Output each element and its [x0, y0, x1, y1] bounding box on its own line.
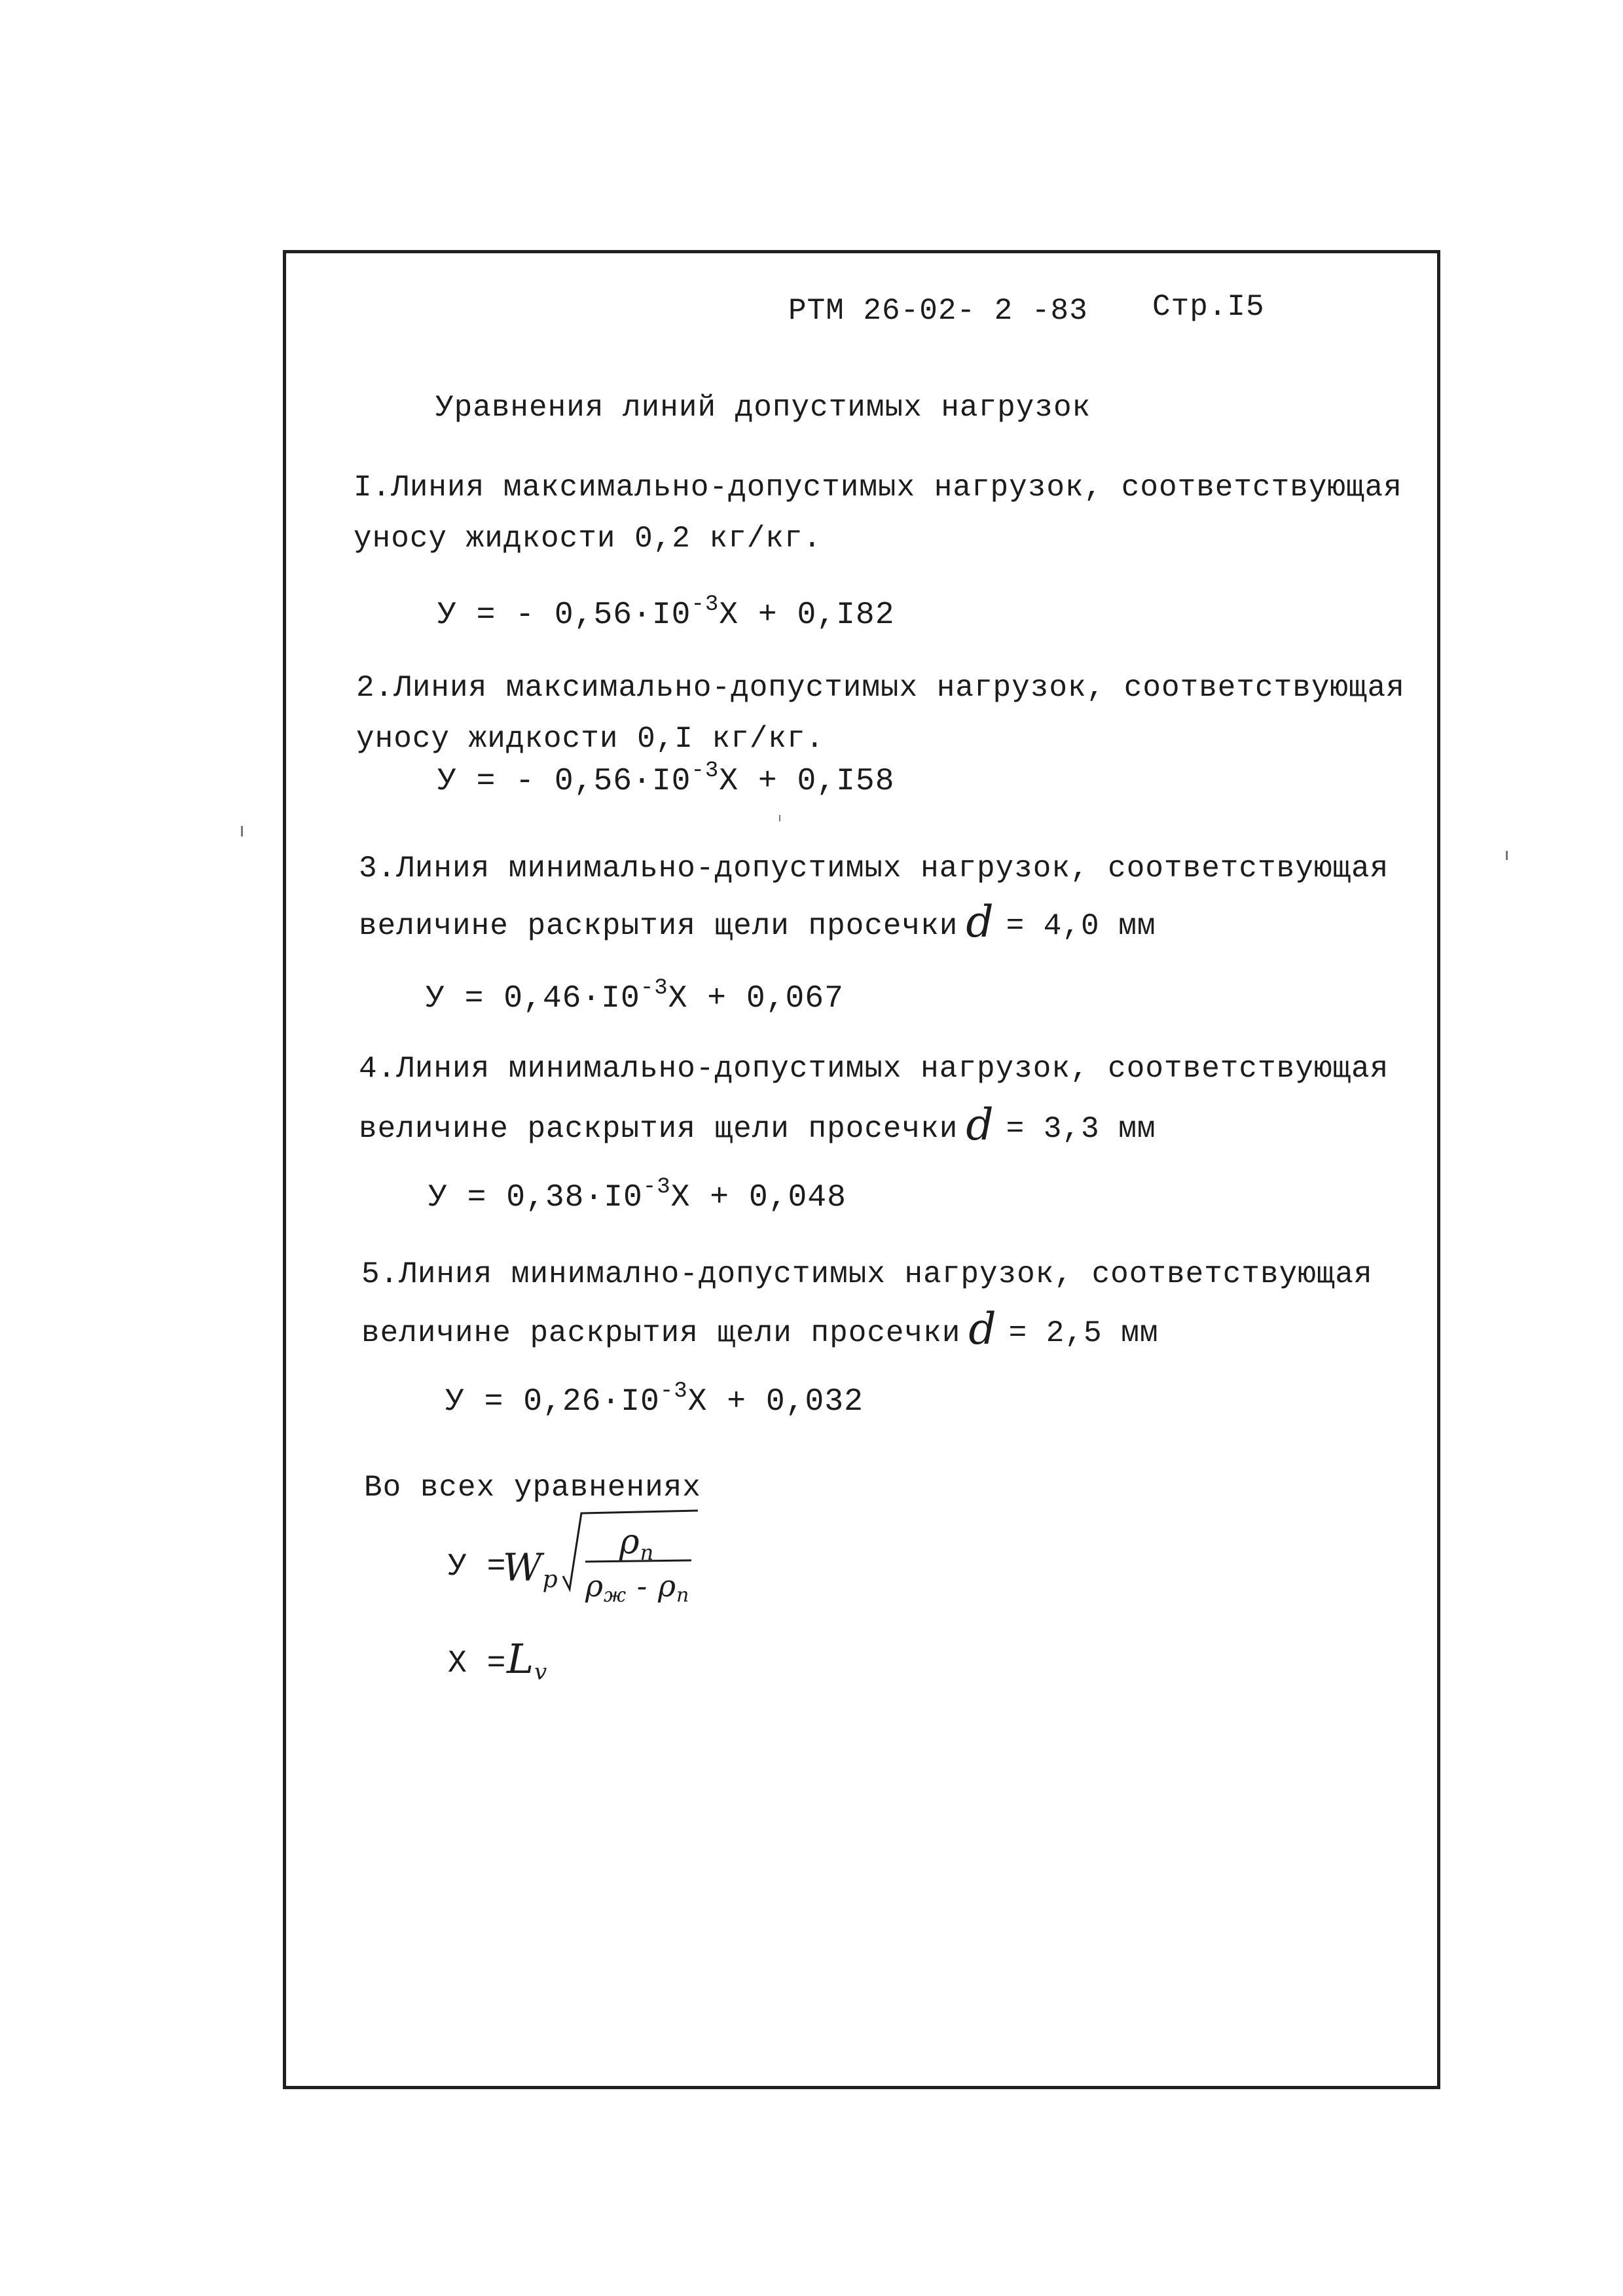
- equation-rhs: Х + 0,I82: [719, 598, 895, 633]
- item-5-line-2-suffix: = 2,5 мм: [1008, 1316, 1159, 1350]
- item-1-line-2: уносу жидкости 0,2 кг/кг.: [354, 522, 822, 556]
- footer-note: Во всех уравнениях: [364, 1471, 701, 1505]
- numerator-rho: ρ: [619, 1522, 640, 1562]
- equation-exponent: -3: [642, 1175, 671, 1200]
- equation-exponent: -3: [691, 759, 720, 783]
- fraction-denominator: [585, 1568, 690, 1607]
- fraction-numerator: [619, 1522, 655, 1565]
- item-3-line-2-suffix: = 4,0 мм: [1006, 909, 1156, 943]
- l-symbol: [507, 1635, 548, 1685]
- item-5-line-2: [361, 1304, 1159, 1354]
- w-symbol-subscript: p: [542, 1566, 558, 1593]
- item-3-line-2: [359, 897, 1156, 947]
- item-4-line-2-suffix: = 3,3 мм: [1006, 1112, 1156, 1146]
- l-symbol-subscript: v: [534, 1659, 548, 1685]
- item-5-line-1: 5.Линия минимално-допустимых нагрузок, соответствующая: [361, 1257, 1373, 1291]
- equation-lhs: У = 0,46·I0: [426, 981, 640, 1016]
- item-4-line-2-prefix: величине раскрытия щели просечки: [359, 1112, 958, 1146]
- equation-rhs: Х + 0,048: [670, 1180, 847, 1215]
- d-symbol: d: [966, 1100, 994, 1150]
- item-4-equation: [428, 1175, 847, 1215]
- y-definition: [448, 1505, 723, 1610]
- denominator-rho-a: ρ: [585, 1568, 604, 1604]
- item-2-line-2: уносу жидкости 0,I кг/кг.: [356, 722, 825, 756]
- section-title: Уравнения линий допустимых нагрузок: [435, 391, 1091, 425]
- item-4-line-1: 4.Линия минимально-допустимых нагрузок, соответствующая: [359, 1052, 1389, 1086]
- x-definition-lhs: Х =: [448, 1646, 507, 1681]
- denominator-rho-b: ρ: [657, 1568, 676, 1604]
- equation-exponent: -3: [659, 1379, 688, 1404]
- item-5-line-2-prefix: величине раскрытия щели просечки: [361, 1316, 961, 1350]
- item-3-equation: [426, 976, 844, 1016]
- item-4-line-2: [359, 1100, 1156, 1150]
- equation-lhs: У = 0,38·I0: [428, 1180, 643, 1215]
- item-1-line-1: I.Линия максимально-допустимых нагрузок, соответствующая: [354, 471, 1402, 505]
- equation-lhs: У = - 0,56·I0: [437, 764, 691, 799]
- equation-exponent: -3: [691, 592, 720, 617]
- equation-lhs: У = 0,26·I0: [445, 1384, 660, 1420]
- scan-mark: [1506, 851, 1508, 860]
- item-3-line-1: 3.Линия минимально-допустимых нагрузок, соответствующая: [359, 852, 1389, 886]
- equation-lhs: У = - 0,56·I0: [437, 598, 691, 633]
- equation-exponent: -3: [640, 976, 668, 1001]
- item-3-line-2-prefix: величине раскрытия щели просечки: [359, 909, 958, 943]
- d-symbol: d: [966, 897, 994, 947]
- w-symbol-letter: W: [503, 1545, 543, 1590]
- equation-rhs: Х + 0,032: [687, 1384, 864, 1420]
- l-symbol-letter: L: [507, 1635, 535, 1683]
- numerator-subscript: п: [640, 1540, 655, 1565]
- page-number: Стр.I5: [1152, 290, 1265, 324]
- item-2-equation: [437, 759, 895, 799]
- denominator-subscript-b: п: [676, 1584, 690, 1607]
- equation-rhs: Х + 0,I58: [719, 764, 895, 799]
- equation-rhs: Х + 0,067: [668, 981, 844, 1016]
- item-1-equation: [437, 592, 895, 633]
- item-2-line-1: 2.Линия максимально-допустимых нагрузок, соответствующая: [356, 671, 1405, 705]
- denominator-subscript-a: ж: [604, 1584, 627, 1607]
- d-symbol: d: [968, 1304, 997, 1354]
- denominator-minus: -: [636, 1568, 648, 1604]
- item-5-equation: [445, 1379, 864, 1420]
- document-code: РТМ 26-02- 2 -83: [788, 294, 1088, 328]
- y-definition-lhs: У =: [448, 1549, 507, 1585]
- scan-mark: [241, 826, 243, 836]
